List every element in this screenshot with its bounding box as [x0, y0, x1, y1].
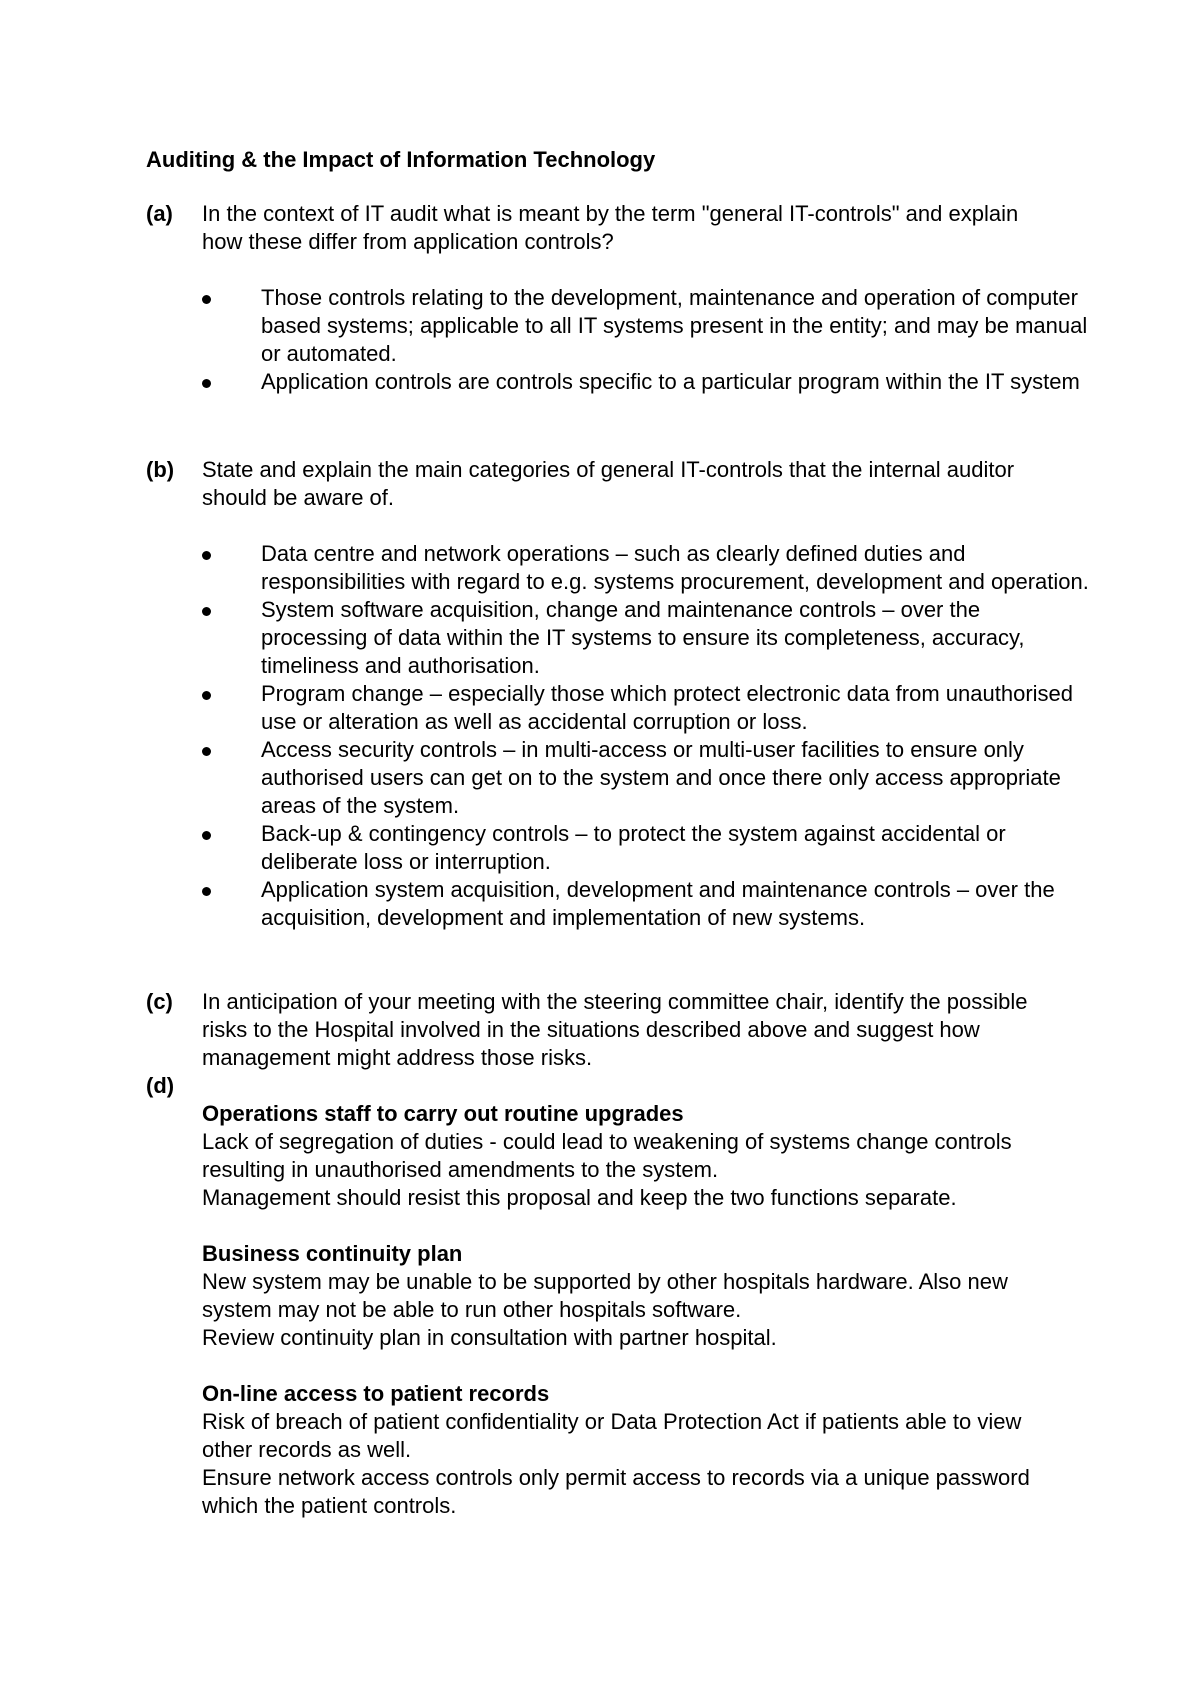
answer-line: New system may be unable to be supported by other hospitals hardware. Also new system may not be able to run other hospitals software. [202, 1269, 1008, 1322]
answer-line: Risk of breach of patient confidentiality or Data Protection Act if patients able to view other records as well. [202, 1409, 1022, 1462]
bullet-icon [202, 295, 211, 304]
section-question: State and explain the main categories of general IT-controls that the internal auditor should be aware of. [202, 457, 1015, 510]
answer-line: Management should resist this proposal and keep the two functions separate. [202, 1185, 957, 1210]
answer-heading: Business continuity plan [202, 1241, 463, 1266]
list-item-text: Application controls are controls specific to a particular program within the IT system [261, 369, 1080, 394]
bullet-icon [202, 691, 211, 700]
list-item [202, 596, 1091, 680]
bullet-icon [202, 831, 211, 840]
list-item-text: Program change – especially those which protect electronic data from unauthorised use or alteration as well as accidental corruption or loss. [261, 681, 1074, 734]
section-label: (a) [146, 201, 173, 226]
list-item [202, 540, 1091, 596]
answer-heading: On-line access to patient records [202, 1381, 550, 1406]
list-item-text: Access security controls – in multi-access or multi-user facilities to ensure only authorised users can get on to the system and once there only access appropriate areas of the system. [261, 737, 1061, 818]
section-c [146, 988, 1086, 1072]
answer-line: Review continuity plan in consultation with partner hospital. [202, 1325, 777, 1350]
answer-line: Lack of segregation of duties - could lead to weakening of systems change controls resulting in unauthorised amendments to the system. [202, 1129, 1012, 1182]
section-a [146, 200, 1086, 396]
bullet-icon [202, 747, 211, 756]
section-label: (b) [146, 457, 175, 482]
section-d [146, 1072, 1086, 1520]
list-item-text: Application system acquisition, development and maintenance controls – over the acquisition, development and implementation of new systems. [261, 877, 1055, 930]
list-item [202, 736, 1091, 820]
list-item-text: System software acquisition, change and maintenance controls – over the processing of data within the IT systems to ensure its completeness, accuracy, timeliness and authorisation. [261, 597, 1025, 678]
section-label: (c) [146, 989, 173, 1014]
answer-block [202, 1072, 1062, 1520]
list-item [202, 368, 1091, 396]
list-item-text: Back-up & contingency controls – to protect the system against accidental or deliberate loss or interruption. [261, 821, 1006, 874]
bullet-icon [202, 607, 211, 616]
list-item-text: Those controls relating to the development, maintenance and operation of computer based systems; applicable to all IT systems present in the entity; and may be manual or automated. [261, 285, 1088, 366]
section-question: In anticipation of your meeting with the steering committee chair, identify the possible risks to the Hospital involved in the situations described above and suggest how management might address those risks. [202, 989, 1028, 1070]
list-item-text: Data centre and network operations – such as clearly defined duties and responsibilities with regard to e.g. systems procurement, development and operation. [261, 541, 1089, 594]
answer-heading: Operations staff to carry out routine upgrades [202, 1101, 684, 1126]
bullet-icon [202, 887, 211, 896]
list-item [202, 680, 1091, 736]
bullet-icon [202, 379, 211, 388]
bullet-list [202, 540, 1089, 932]
section-label: (d) [146, 1073, 175, 1098]
list-item [202, 284, 1091, 368]
section-b [146, 456, 1089, 932]
bullet-icon [202, 551, 211, 560]
answer-line: Ensure network access controls only permit access to records via a unique password which the patient controls. [202, 1465, 1030, 1518]
bullet-list [202, 284, 1086, 396]
section-question: In the context of IT audit what is meant by the term "general IT-controls" and explain how these differ from application controls? [202, 201, 1019, 254]
list-item [202, 820, 1091, 876]
list-item [202, 876, 1091, 932]
document-title: Auditing & the Impact of Information Technology [146, 147, 656, 172]
